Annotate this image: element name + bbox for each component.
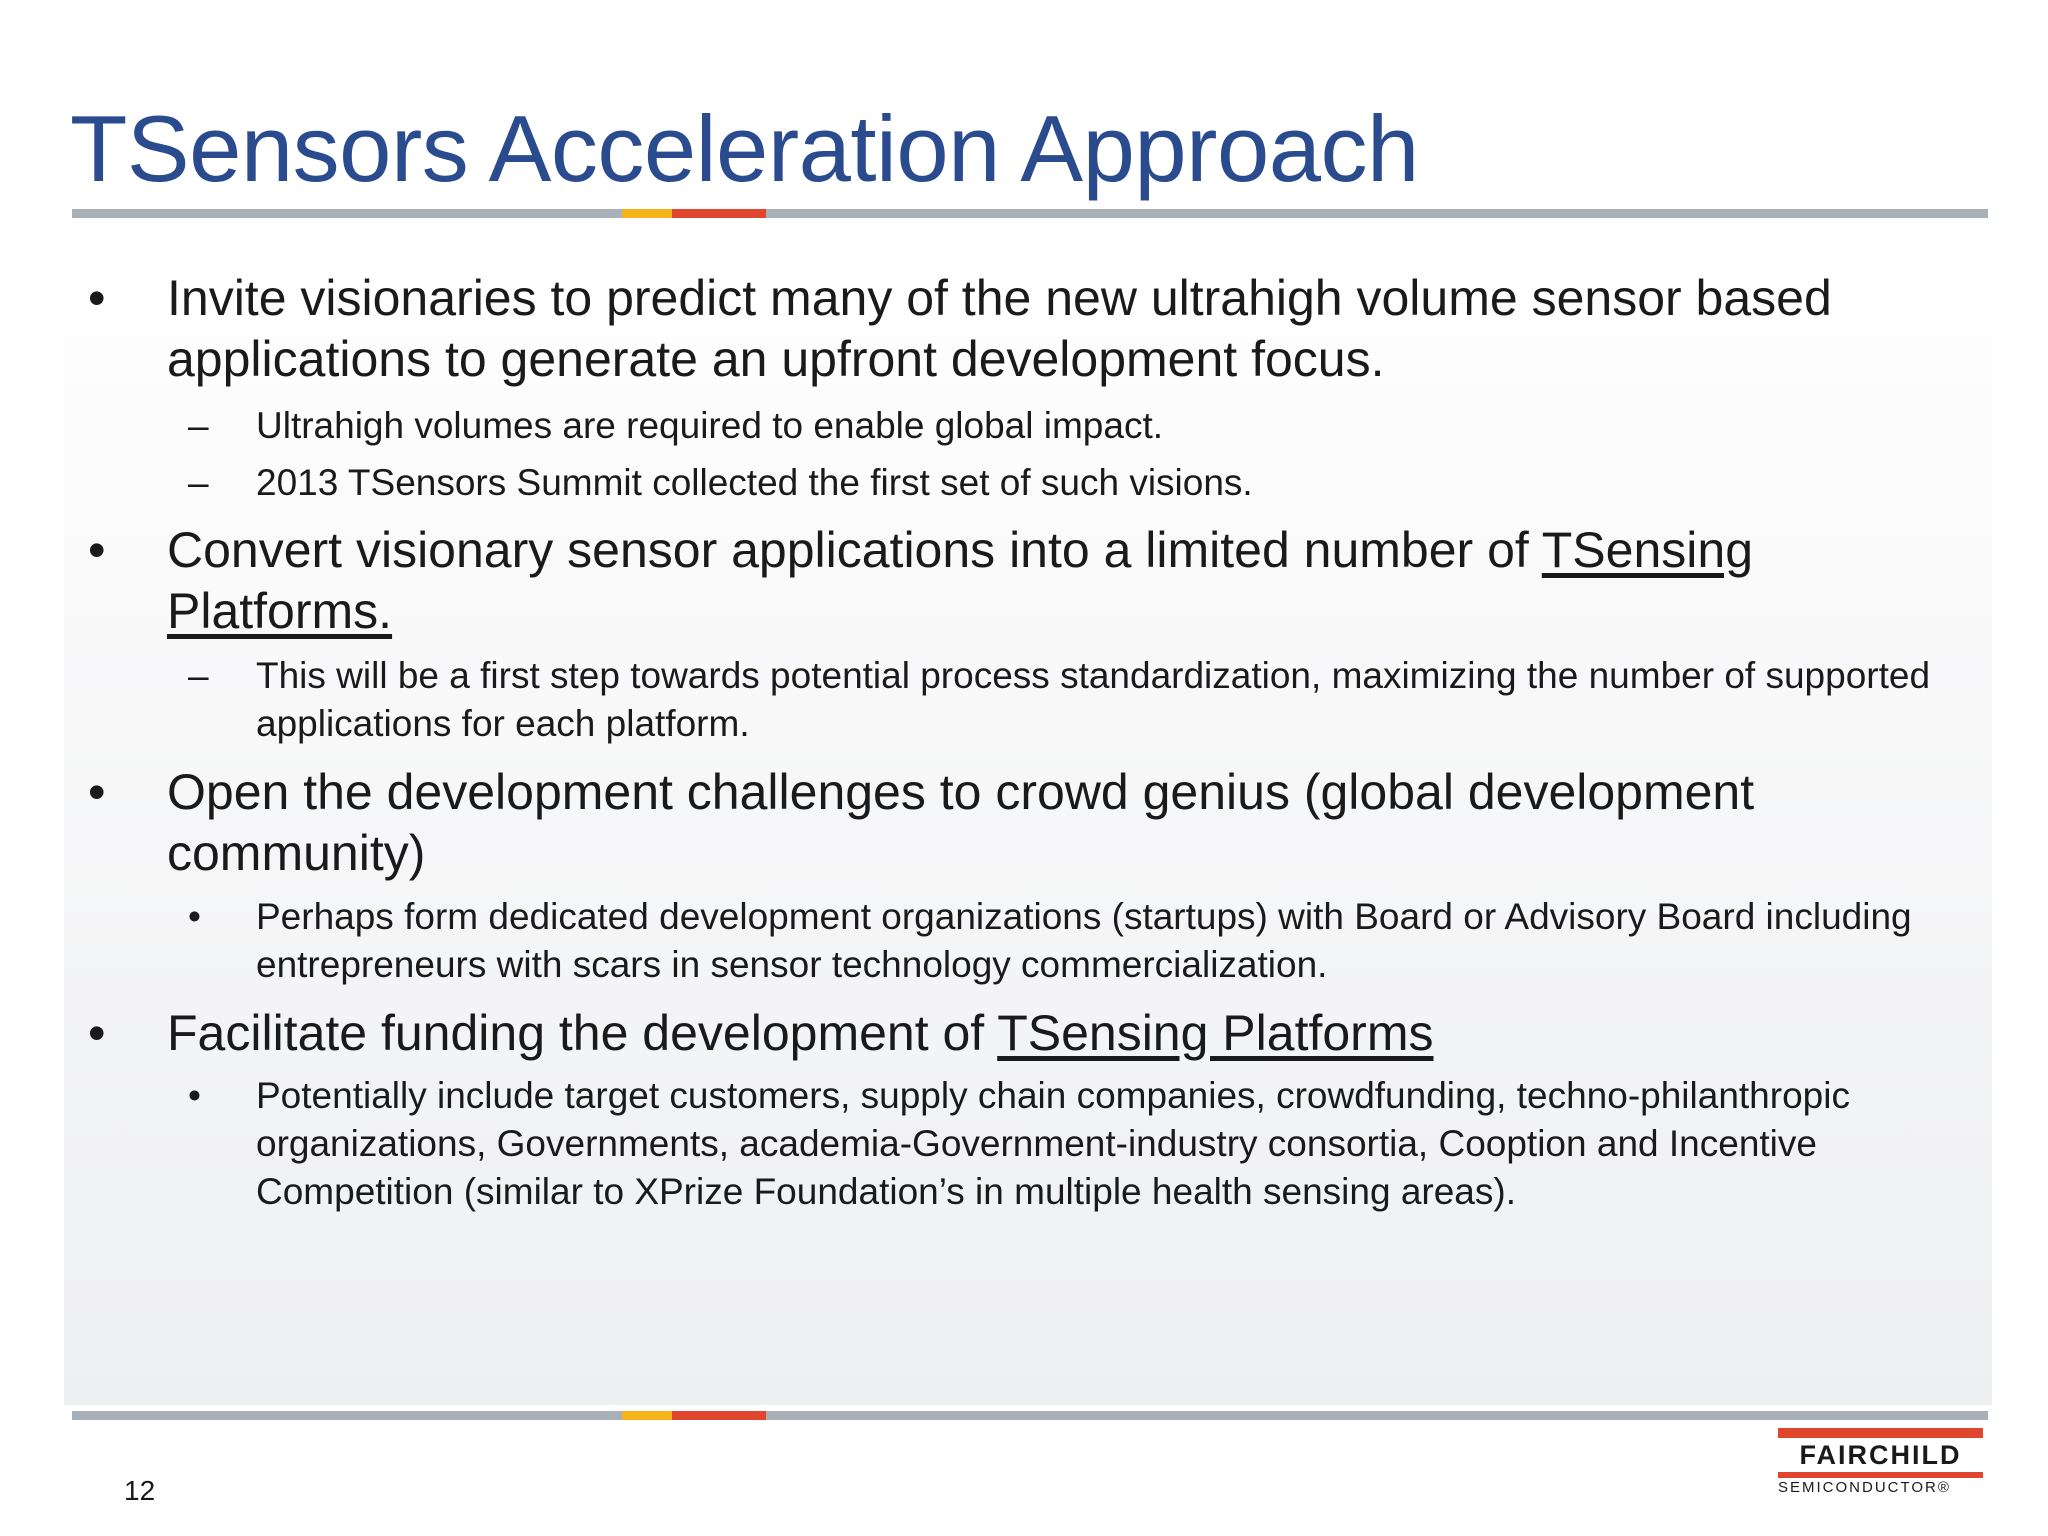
sub-bullet-marker: – <box>188 462 209 503</box>
bullet-link-text: TSensing Platforms <box>997 1005 1434 1061</box>
footer-rule <box>72 1411 1988 1420</box>
bullet-text: Invite visionaries to predict many of the new ultrahigh volume sensor based applications to generate an upfront development focus. <box>167 270 1832 387</box>
bullet-text: Facilitate funding the development of TSensing Platforms <box>167 1005 1434 1061</box>
bullet-marker: • <box>88 270 106 326</box>
bullet-item <box>88 1003 1968 1064</box>
sub-bullet-item <box>188 459 1988 507</box>
sub-bullet-marker: • <box>188 896 201 937</box>
fairchild-logo <box>1778 1428 1988 1498</box>
title-underline-rule <box>72 209 1988 218</box>
sub-bullet-marker: – <box>188 655 209 696</box>
bullet-text: Open the development challenges to crowd genius (global development community) <box>167 764 1755 881</box>
bullet-marker: • <box>88 1005 106 1061</box>
rule-accent-red <box>672 209 766 218</box>
logo-bar-bottom <box>1778 1472 1983 1478</box>
bullet-marker: • <box>88 522 106 578</box>
bullet-item <box>88 520 1968 642</box>
sub-bullet-marker: – <box>188 405 209 446</box>
logo-subtitle: SEMICONDUCTOR® <box>1778 1479 1951 1496</box>
sub-bullet-item <box>188 652 1988 748</box>
sub-bullet-item <box>188 402 1988 450</box>
bullet-item <box>88 762 1968 884</box>
sub-bullet-marker: • <box>188 1075 201 1116</box>
rule-accent-yellow <box>622 1411 672 1420</box>
sub-bullet-text: This will be a first step towards potential process standardization, maximizing the number of supported applications for each platform. <box>256 655 1931 744</box>
sub-bullet-item <box>188 1072 1988 1216</box>
bullet-text: Convert visionary sensor applications into a limited number of TSensing Platforms. <box>167 522 1753 639</box>
sub-bullet-text: 2013 TSensors Summit collected the first set of such visions. <box>256 462 1253 503</box>
sub-bullet-text: Ultrahigh volumes are required to enable global impact. <box>256 405 1164 446</box>
sub-bullet-item <box>188 893 1988 989</box>
rule-accent-red <box>672 1411 766 1420</box>
slide-title: TSensors Acceleration Approach <box>70 96 1419 201</box>
sub-bullet-text: Perhaps form dedicated development organizations (startups) with Board or Advisory Board including entrepreneurs with scars in sensor technology commercialization. <box>256 896 1912 985</box>
logo-wordmark: FAIRCHILD <box>1799 1440 1962 1470</box>
logo-bar-top <box>1778 1428 1983 1438</box>
bullet-link-text: TSensing Platforms. <box>167 522 1753 639</box>
bullet-marker: • <box>88 764 106 820</box>
sub-bullet-text: Potentially include target customers, supply chain companies, crowdfunding, techno-philanthropic organizations, Governments, academia-Government-industry consortia, Cooption and Incentive Competition (similar to XPrize Foundation’s in multiple health sensing areas). <box>256 1075 1850 1212</box>
page-number: 12 <box>124 1475 156 1506</box>
bullet-item <box>88 268 1968 390</box>
rule-accent-yellow <box>622 209 672 218</box>
